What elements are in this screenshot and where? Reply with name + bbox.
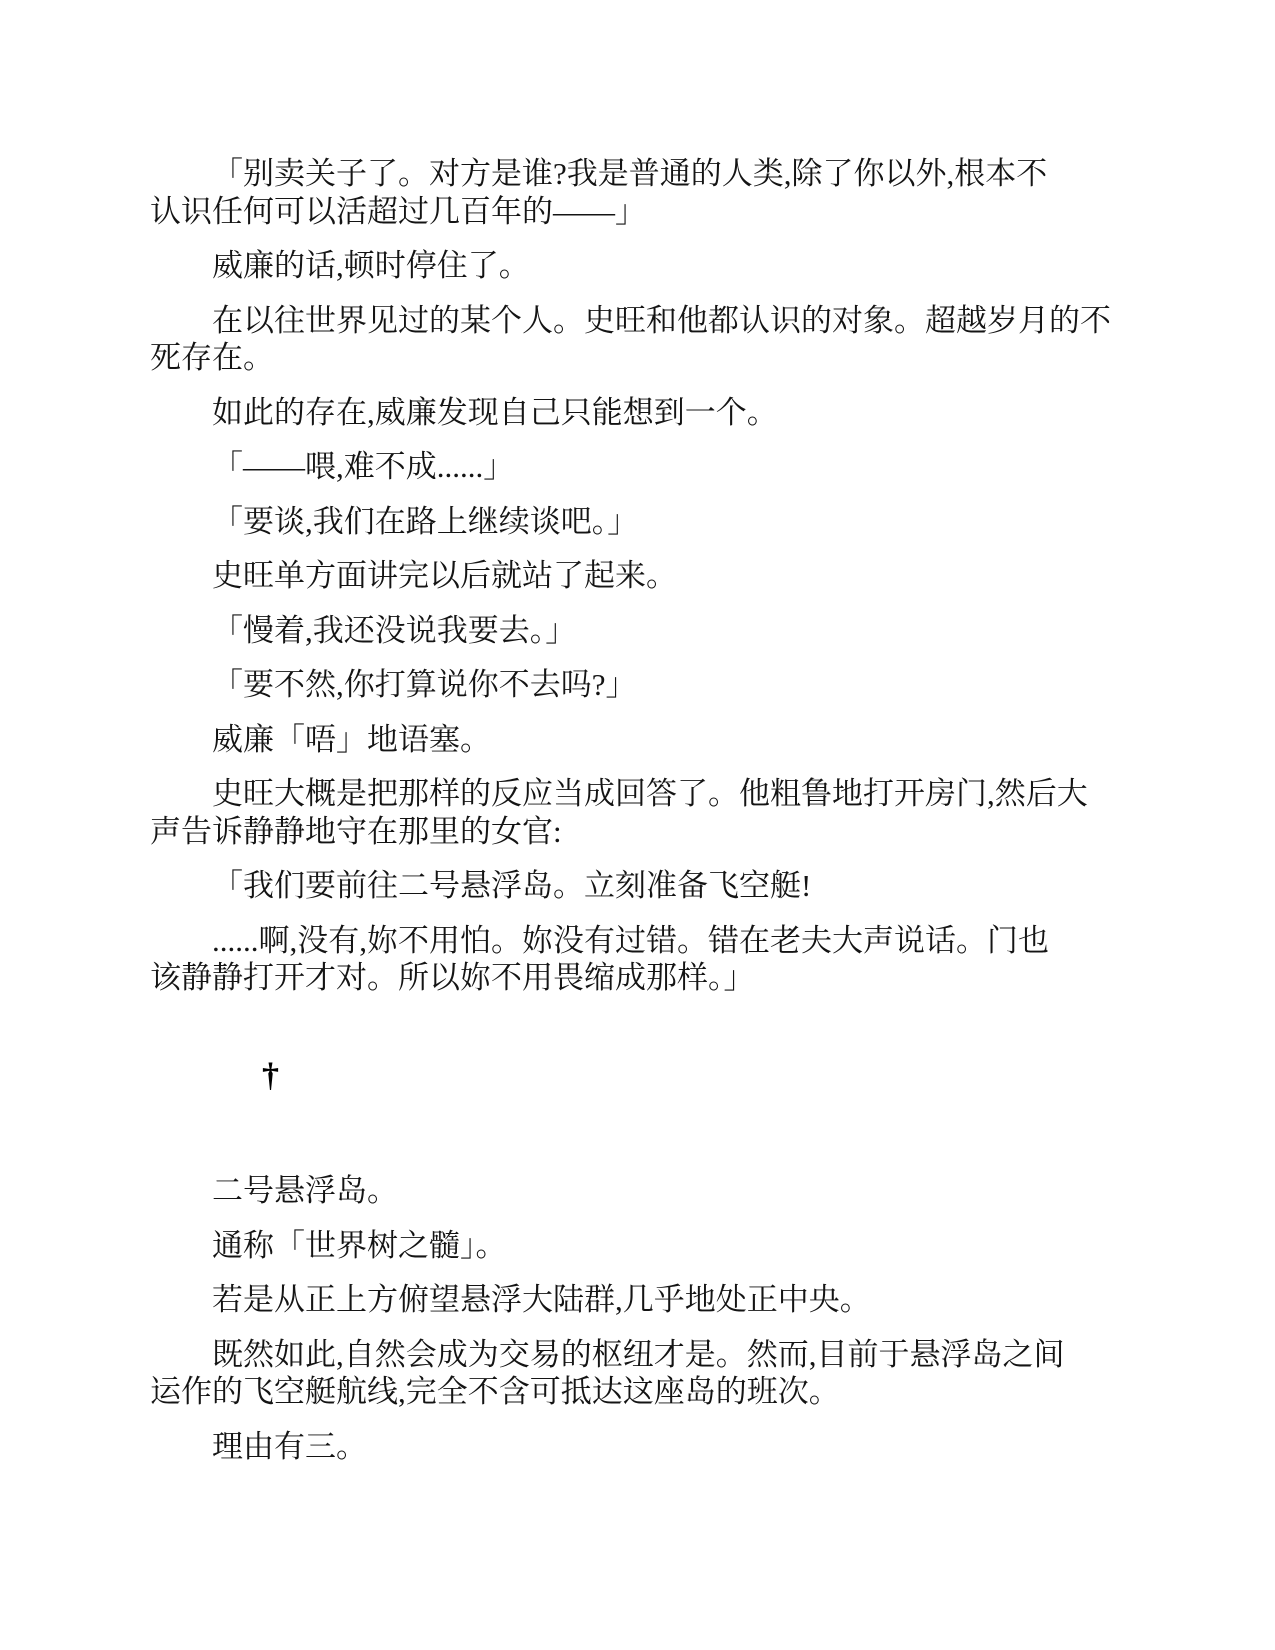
text-line: 「慢着,我还没说我要去。」 (212, 612, 577, 648)
text-line: 该静静打开才对。所以妳不用畏缩成那样。」 (150, 960, 755, 995)
paragraph (150, 247, 1111, 285)
text-line: 认识任何可以活超过几百年的——」 (150, 193, 646, 229)
text-line: 通称「世界树之髓」。 (212, 1227, 507, 1263)
paragraph (150, 302, 1111, 377)
paragraph (150, 1336, 1111, 1411)
text-line: 二号悬浮岛。 (212, 1173, 398, 1208)
text-line: 「要谈,我们在路上继续谈吧。」 (212, 503, 639, 539)
text-line: 既然如此,自然会成为交易的枢纽才是。然而,目前于悬浮岛之间 (212, 1336, 1065, 1372)
text-line: 史旺大概是把那样的反应当成回答了。他粗鲁地打开房门,然后大 (212, 776, 1088, 811)
section-divider (150, 1057, 1111, 1095)
dagger-icon: † (262, 1056, 279, 1094)
paragraph (150, 612, 1111, 650)
text-line: 死存在。 (150, 340, 274, 375)
text-line: 若是从正上方俯望悬浮大陆群,几乎地处正中央。 (212, 1282, 871, 1317)
text-line: ......啊,没有,妳不用怕。妳没有过错。错在老夫大声说话。门也 (212, 922, 1049, 958)
text-line: 理由有三。 (212, 1428, 367, 1464)
text-line: 在以往世界见过的某个人。史旺和他都认识的对象。超越岁月的不 (212, 302, 1111, 338)
text-line: 「——喂,难不成......」 (212, 449, 515, 484)
text-line: 运作的飞空艇航线,完全不含可抵达这座岛的班次。 (150, 1374, 840, 1409)
paragraph (150, 503, 1111, 541)
paragraph (150, 1281, 1111, 1319)
paragraph (150, 155, 1111, 230)
text-line: 声告诉静静地守在那里的女官: (150, 813, 562, 849)
text-line: 威廉的话,顿时停住了。 (212, 248, 530, 283)
text-column (150, 155, 1111, 1482)
paragraph (150, 448, 1111, 486)
text-line: 「要不然,你打算说你不去吗?」 (212, 667, 637, 702)
text-line: 威廉「唔」地语塞。 (212, 721, 491, 757)
text-line: 「我们要前往二号悬浮岛。立刻准备飞空艇! (212, 868, 812, 903)
paragraph (150, 394, 1111, 432)
text-line: 「别卖关子了。对方是谁?我是普通的人类,除了你以外,根本不 (212, 156, 1048, 191)
paragraph (150, 721, 1111, 759)
paragraph (150, 922, 1111, 997)
text-line: 史旺单方面讲完以后就站了起来。 (212, 558, 677, 593)
paragraph (150, 775, 1111, 850)
paragraph (150, 1428, 1111, 1466)
paragraph (150, 557, 1111, 595)
text-line: 如此的存在,威廉发现自己只能想到一个。 (212, 394, 778, 430)
paragraph (150, 1227, 1111, 1265)
paragraph (150, 1172, 1111, 1210)
paragraph (150, 867, 1111, 905)
paragraph (150, 666, 1111, 704)
